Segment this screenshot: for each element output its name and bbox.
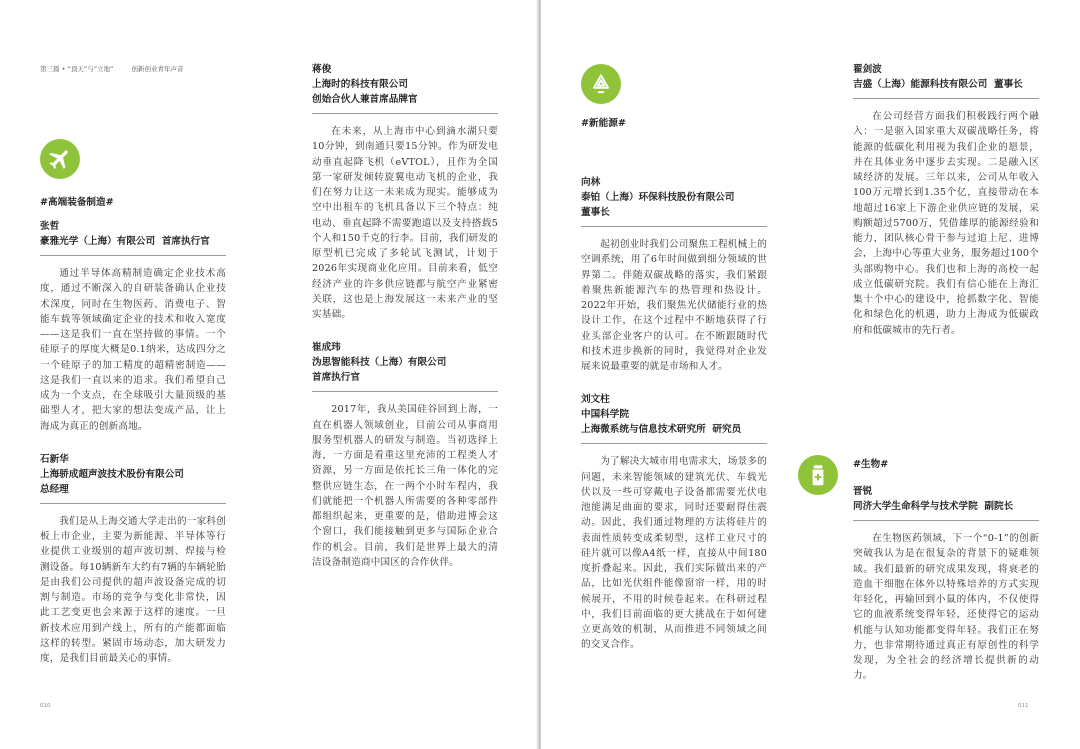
person-company: 上海时的科技有限公司: [312, 79, 408, 90]
quote-liu: 为了解决大城市用电需求大，场景多的问题，未来智能领域的建筑光伏、车载光伏以及一些可穿戴电子设备都需要光伏电池能满足曲面的要求，同时还要耐得住震动。因此，我们通过物理的方法将硅片的表面性质转变成柔韧型，这样工业尺寸的硅片就可以像A4纸一样，直接从中间180度折叠起来。因此，我们实际做出来的产品，比如光伏组件能像窗帘一样，用的时候展开，不用的时候卷起来。在科研过程中，我们目前面临的更大挑战在于如何建立更高效的机制，从而推进不同领域之间的交叉合作。: [581, 456, 767, 651]
quote-zhang: 通过半导体高精制造确定企业技术高度，通过不断深入的自研装备确认企业技术深度，同时在生物医药、消费电子、智能车载等领域确定企业的技术和收入宽度——这是我们一直在坚持做的事情。一个硅原子的厚度大概是0.1纳米，达成四分之一个硅原子的加工精度的超精密制造——这是我们一直以来的追求。我们希望自己成为一个支点，在全球吸引大量顶级的基础型人才，把大家的想法变成产品，让上海成为真正的创新高地。: [40, 268, 226, 432]
divider: [40, 503, 226, 504]
medicine-bottle-icon: [798, 455, 838, 495]
divider: [853, 98, 1039, 99]
person-name: 翟剑波: [853, 64, 882, 75]
person-title: 创始合伙人兼首席品牌官: [312, 94, 418, 105]
quote-xiang: 起初创业时我们公司聚焦工程机械上的空调系统，用了6年时间做到细分领域的世界第二。伴随双碳战略的落实，我们紧跟着聚焦新能源汽车的热管理和热设计。2022年开始，我们聚焦光伏储能行业的热设计工作，在这个过程中不断地获得了行业头部企业客户的认可。在不断跟随时代和技术进步换新的同时，我觉得对企业发展来说最重要的就是市场和人才。: [581, 239, 767, 372]
right-page: [541, 0, 1080, 749]
divider: [581, 443, 767, 444]
person-header-shi: [40, 452, 226, 497]
person-company: 沩思智能科技（上海）有限公司: [312, 357, 447, 369]
right-column-2: [853, 62, 1039, 338]
page-number-right: 011: [1018, 703, 1029, 709]
quote-zhai: 在公司经营方面我们积极践行两个融入：一是驱入国家重大双碳战略任务，将能源的低碳化利用视为我们企业的愿景，并在具体业务中逐步去实现。二是融入区域经济的发展。三年以来，公司从年收入100万元增长到1.35个亿，直接带动在本地超过16家上下游企业供应链的发展，采购额超过5700万，凭借雄厚的能源经验和能力，团队核心骨干参与过追上尼、进博会，上海中心等重大业务，服务超过100个头部购物中心。我们也和上海的高校一起成立低碳研究院。我们有信心能在上海汇集十个中心的建设中，抢抓数字化、智能化和绿色化的机遇，助力上海成为低碳政府和低碳城市的先行者。: [853, 111, 1039, 336]
right-column-1: [581, 175, 767, 653]
divider: [40, 255, 226, 256]
quote-cui: 2017年，我从美国硅谷回到上海，一直在机器人领域创业，目前公司从事商用服务型机器人的研发与制造。当初选择上海，一方面是看重这里充沛的工程类人才资源，另一方面是依托长三角一体化的完整供应链生态，在一两个小时车程内，我们就能把一个机器人所需要的各种零部件都组织起来，更重要的是，借助进博会这个窗口，我们能接触到更多与国际企业合作的机会。目前，我们是世界上最大的清洁设备制造商中国区的合作伙伴。: [312, 404, 498, 568]
person-header-jin: [853, 484, 1039, 514]
person-header-xiang: [581, 175, 767, 220]
person-header-zhang: [40, 219, 226, 249]
person-name: 石新华: [40, 453, 69, 465]
section-tag-energy: #新能源#: [581, 118, 626, 129]
right-column-2-bio: [853, 484, 1039, 684]
divider: [581, 226, 767, 227]
left-column-2: [312, 62, 498, 570]
divider: [312, 113, 498, 114]
bottle-glyph: [805, 462, 831, 488]
person-name: 蒋俊: [312, 64, 332, 75]
divider: [312, 391, 498, 392]
quote-jiang: 在未来，从上海市中心到滴水湖只要10分钟，到南通只要15分钟。作为研发电动垂直起降飞机（eVTOL），且作为全国第一家研发倾转旋翼电动飞机的企业，我们在努力让这一未来成为现实。能够成为空中出租车的飞机具备以下三个特点：纯电动、垂直起降不需要跑道以及支持搭载5个人和150千克的行李。目前，我们研发的原型机已完成了多轮试飞测试，计划于2026年实现商业化应用。目前来看，低空经济产业的许多供应链都与航空产业紧密关联，这也是上海发展这一未来产业的坚实基础。: [312, 126, 498, 320]
section-tag-bio: #生物#: [853, 459, 889, 470]
person-title: 首席执行官: [312, 372, 360, 384]
recycle-glyph: [588, 71, 614, 97]
person-company-title: 同济大学生命科学与技术学院 副院长: [853, 501, 1014, 512]
person-name: 刘文柱: [581, 394, 610, 406]
divider: [853, 520, 1039, 521]
person-company-title: 吉盛（上海）能源科技有限公司 董事长: [853, 79, 1023, 90]
left-page: [0, 0, 538, 749]
person-title: 总经理: [40, 483, 69, 495]
recycle-triangle-icon: [581, 64, 621, 104]
person-name: 崔成玮: [312, 342, 341, 354]
person-company-title: 豪雅光学（上海）有限公司 首席执行官: [40, 236, 210, 247]
person-name: 张哲: [40, 221, 60, 232]
quote-jin: 在生物医药领域，下一个“0-1”的创新突破我认为是在很复杂的背景下的疑难领域。我们最新的研究成果发现，将衰老的造血干细胞在体外以特殊培养的方式实现年轻化，再输回到小鼠的体内，不仅使得它的血液系统变得年轻，还使得它的运动机能与认知功能都变得年轻。我们正在努力，也非常期待通过真正有原创性的科学发现，为全社会的经济增长提供新的动力。: [853, 533, 1039, 682]
person-affiliation: 中国科学院: [581, 409, 629, 421]
page-number-left: 010: [40, 703, 51, 709]
left-column-1: [40, 219, 226, 666]
section-tag-equipment: #高端装备制造#: [40, 197, 114, 208]
person-header-zhai: [853, 62, 1039, 92]
person-header-cui: [312, 340, 498, 385]
running-head-title: 创新创业青年声音: [131, 65, 184, 73]
running-head-part: 第三篇 • “顶天”与“立地”: [40, 65, 114, 73]
person-company: 上海骄成超声波技术股份有限公司: [40, 468, 184, 480]
person-title: 董事长: [581, 207, 610, 218]
person-header-jiang: [312, 62, 498, 107]
person-institute-title: 上海微系统与信息技术研究所 研究员: [581, 424, 742, 436]
person-company: 泰铂（上海）环保科技股份有限公司: [581, 192, 735, 203]
person-header-liu: [581, 392, 767, 437]
person-name: 晋锐: [853, 486, 873, 497]
airplane-icon: [40, 139, 80, 179]
running-head: [40, 64, 183, 73]
airplane-glyph: [47, 146, 73, 172]
person-name: 向林: [581, 177, 601, 188]
quote-shi: 我们是从上海交通大学走出的一家科创板上市企业，主要为新能源、半导体等行业提供工业级别的超声波切割、焊接与检测设备。每10辆新车大约有7辆的车辆轮胎是由我们公司提供的超声波设备完成的切割与制造。市场的竞争与变化非常快，因此工艺变更也会来源于这样的速度。一旦新技术应用到产线上，所有的产能都面临这样的转型。紧固市场动态，加大研发力度，是我们目前最关心的事情。: [40, 515, 226, 664]
